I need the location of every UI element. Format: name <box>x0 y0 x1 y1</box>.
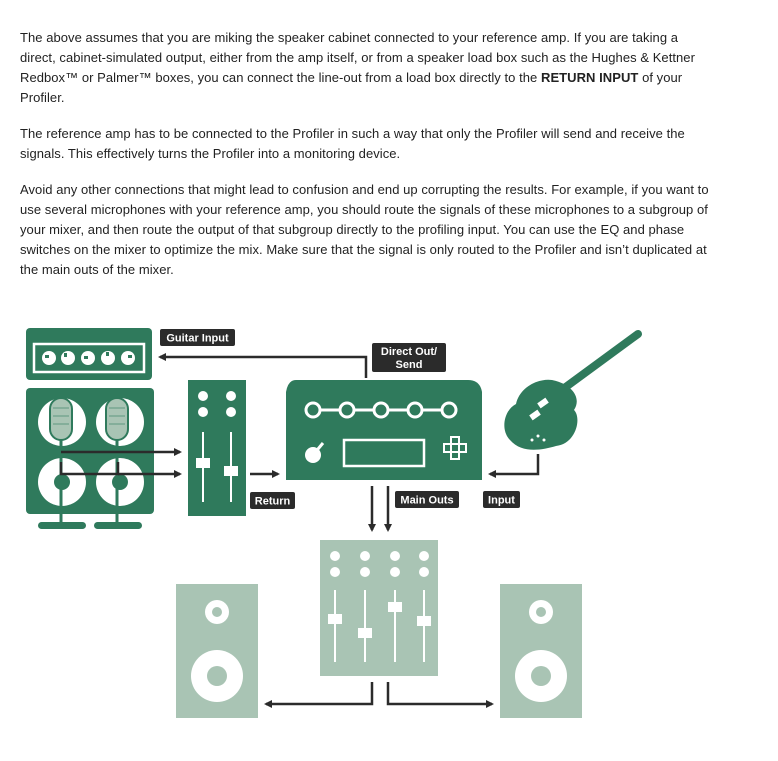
return-input-emphasis: RETURN INPUT <box>541 70 639 85</box>
electric-guitar-icon <box>504 334 638 450</box>
paragraph-1-end: of your Profiler. <box>20 70 683 105</box>
label-input-text: Input <box>488 494 515 507</box>
label-main-outs <box>395 491 459 508</box>
channel-strip-icon <box>188 380 246 516</box>
label-guitar-input <box>160 329 235 346</box>
monitor-speaker-icon <box>176 584 258 718</box>
label-main-outs-text: Main Outs <box>400 494 454 507</box>
amp-head-icon <box>26 328 152 380</box>
paragraph-2: The reference amp has to be connected to the Profiler in such a way that only the Profiler will send and receive the signals. This effectively turns the Profiler into a monitoring device. <box>20 126 685 161</box>
label-return-text: Return <box>254 495 291 508</box>
monitor-speaker-icon <box>500 584 582 718</box>
paragraph-1-text: The above assumes that you are miking the speaker cabinet connected to your reference amp. If you are taking a direct, cabinet-simulated output, either from the amp itself, or from a speaker load box such as the Hughes & Kettner Redbox™ or Palmer™ boxes, you can connect the line-out from a load box directly to the <box>20 30 695 85</box>
label-guitar-input-text: Guitar Input <box>166 332 229 345</box>
label-direct-out-text-2: Send <box>395 359 423 371</box>
paragraph-3: Avoid any other connections that might lead to confusion and end up corrupting the results. For example, if you want to use several microphones with your reference amp, you should route the signals of these microphones to a subgroup of your mixer, and then route the output of that subgroup directly to the profiling input. You can use the EQ and phase switches on the mixer to optimize the mix. Make sure that the signal is only routed to the Profiler and isn’t duplicated at the main outs of the mixer. <box>20 182 709 277</box>
mixer-icon <box>320 540 438 676</box>
label-direct-out <box>372 343 446 372</box>
label-direct-out-text-1: Direct Out/ <box>380 346 438 358</box>
label-return <box>250 492 295 509</box>
profiler-icon <box>286 380 482 480</box>
label-input <box>483 491 520 508</box>
